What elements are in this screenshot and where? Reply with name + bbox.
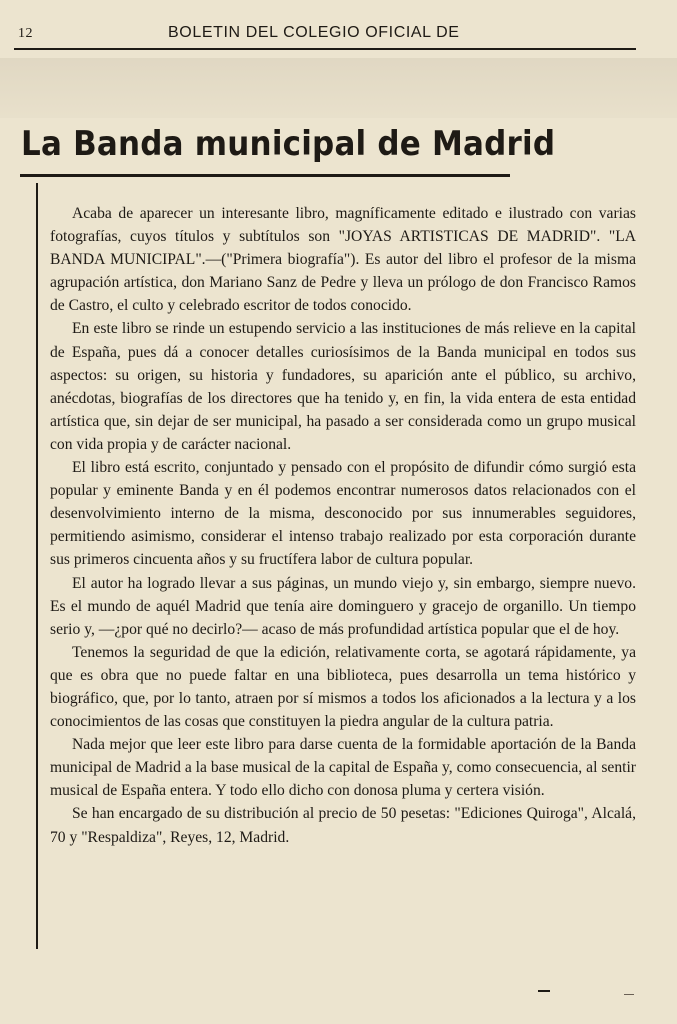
end-mark-secondary [624,994,634,995]
margin-rule [36,183,38,949]
title-underline [20,174,510,177]
end-mark [538,990,550,992]
paragraph: Nada mejor que leer este libro para darse cuenta de la formidable aportación de la Banda municipal de Madrid a la base musical de la capital de España y, como consecuencia, al sentir musical de España entera. Y todo ello dicho con donosa pluma y certera visión. [50,736,636,800]
paragraph: Se han encargado de su distribución al precio de 50 pesetas: "Ediciones Quiroga", Alcalá, 70 y "Respaldiza", Reyes, 12, Madrid. [50,805,636,846]
paragraph: Acaba de aparecer un interesante libro, magníficamente editado e ilustrado con varias fotografías, cuyos títulos y subtítulos son "JOYAS ARTISTICAS DE MADRID". "LA BANDA MUNICIPAL".—("Primera biografía"). Es autor del libro el profesor de la misma agrupación artística, don Mariano Sanz de Pedre y lleva un prólogo de don Francisco Ramos de Castro, el culto y celebrado escritor de todos conocido. [50,205,636,315]
paragraph: El libro está escrito, conjuntado y pensado con el propósito de difundir cómo surgió esta popular y eminente Banda y en él podemos encontrar numerosos datos relacionados con el desenvolvimiento interno de la misma, desconocido por sus innumerables seguidores, permitiendo asimismo, considerar el intenso trabajo realizado por esta corporación durante sus primeros cincuenta años y su fructífera labor de cultura popular. [50,459,636,569]
page-number: 12 [18,26,33,41]
paragraph: El autor ha logrado llevar a sus páginas, un mundo viejo y, sin embargo, siempre nuevo. Es el mundo de aquél Madrid que tenía aire dominguero y gracejo de organillo. Un tiempo serio y, —¿por qué no decirlo?— acaso de más profundidad artística popular que el de hoy. [50,574,636,638]
article-body [50,202,636,849]
article-title: La Banda municipal de Madrid [21,125,556,164]
facing-page-bleed-through [0,58,677,118]
paragraph: Tenemos la seguridad de que la edición, relativamente corta, se agotará rápidamente, ya que es obra que no puede faltar en una biblioteca, pues desarrolla un tema histórico y biográfico, que, por lo tanto, atraen por sí mismos a todos los aficionados a la lectura y a los conocimientos de las cosas que constituyen la piedra angular de la cultura patria. [50,643,636,731]
paragraph: En este libro se rinde un estupendo servicio a las instituciones de más relieve en la capital de España, pues dá a conocer detalles curiosísimos de la Banda municipal en todos sus aspectos: su origen, su historia y fundadores, su aparición ante el público, su archivo, anécdotas, biografías de los directores que ha tenido y, en fin, la vida entera de esta entidad artística que, sin dejar de ser municipal, ha pasado a ser considerada como un grupo musical con vida propia y de carácter nacional. [50,320,636,453]
running-head: BOLETIN DEL COLEGIO OFICIAL DE [168,24,460,41]
header-rule [14,48,636,50]
